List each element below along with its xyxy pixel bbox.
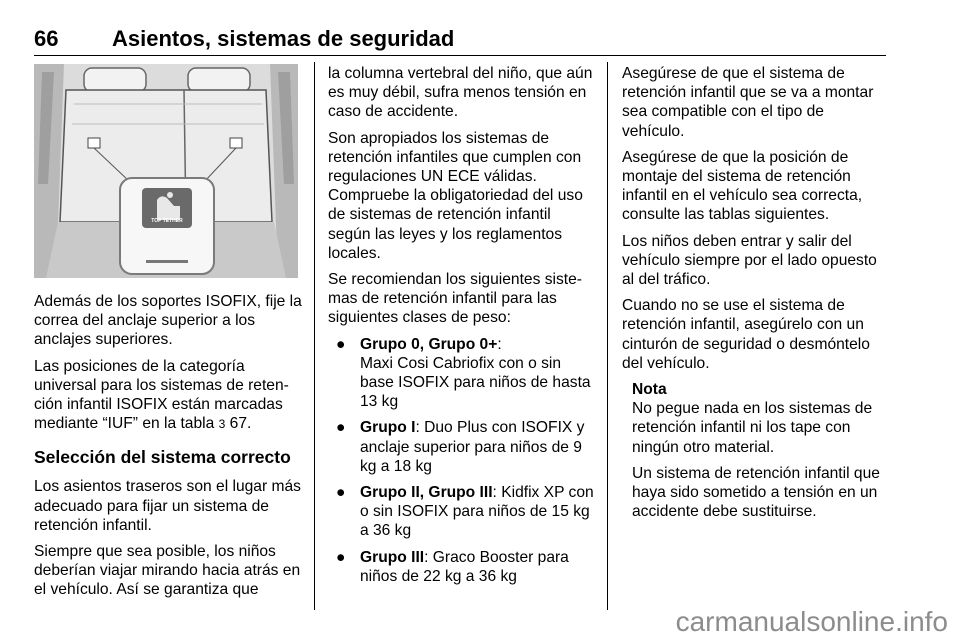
column-divider	[607, 62, 608, 610]
column-divider	[314, 62, 315, 610]
section-heading: Selección del sistema correcto	[34, 447, 291, 468]
paragraph: Son apropiados los sistemas de retención infantiles que cumplen con regulaciones UN ECE válidas. Compruebe la obligatoriedad del uso de sistemas de retención infantil según las leyes y los reglamentos locales.	[328, 129, 583, 262]
list-item: ● Grupo II, Grupo III: Kidfix XP con o sin ISOFIX para niños de 15 kg a 36 kg	[336, 484, 594, 540]
paragraph: Se recomiendan los siguientes sistemas de retención infantil para las siguientes clases de peso:	[328, 271, 582, 327]
note-paragraph: No pegue nada en los sistemas de retención infantil ni los tape con ningún otro material.	[632, 400, 873, 456]
column-2	[328, 64, 594, 593]
paragraph: Cuando no se use el sistema de retención infantil, asegúrelo con un cinturón de seguridad o desmóntelo del vehículo.	[622, 297, 870, 372]
paragraph: la columna vertebral del niño, que aún es muy débil, sufra menos tensión en caso de accidente.	[328, 65, 593, 121]
page-title: Asientos, sistemas de seguridad	[112, 26, 455, 51]
bullet-icon: ●	[336, 484, 346, 502]
bullet-icon: ●	[336, 548, 346, 566]
header-rule	[34, 55, 886, 56]
paragraph: Las posiciones de la categoría universal para los sistemas de retención infantil ISOFIX están marcadas mediante “IUF” en la tabla 3 67.	[34, 357, 289, 433]
note-title: Nota	[632, 381, 667, 399]
page-number: 66	[34, 26, 59, 51]
watermark: carmanualsonline.info	[675, 606, 948, 637]
paragraph: Los niños deben entrar y salir del vehículo siempre por el lado opuesto al del tráfico.	[622, 232, 877, 289]
column-1	[34, 64, 302, 607]
cargo-area-photo	[34, 64, 298, 278]
weight-class-list	[328, 335, 594, 586]
trunk-illustration	[34, 64, 298, 278]
page-reference[interactable]: 67.	[225, 415, 252, 433]
paragraph: Asegúrese de que la posición de montaje del sistema de retención infantil en el vehículo sea correcta, consulte las tablas siguientes.	[622, 148, 863, 224]
bullet-icon: ●	[336, 419, 346, 437]
note-paragraph: Un sistema de retención infantil que haya sido sometido a tensión en un accidente debe sustituirse.	[632, 464, 880, 521]
note-box	[632, 380, 888, 521]
list-item: ● Grupo III: Graco Booster para niños de 22 kg a 36 kg	[336, 548, 569, 585]
paragraph: Siempre que sea posible, los niños deberían viajar mirando hacia atrás en el vehículo. Así se garantiza que	[34, 543, 301, 599]
paragraph: Asegúrese de que el sistema de retención infantil que se va a montar sea compatible con el tipo de vehículo.	[622, 65, 874, 140]
column-3	[622, 64, 888, 528]
page-header	[34, 26, 886, 52]
bullet-icon: ●	[336, 335, 346, 353]
top-tether-badge-label: TOP TETHER	[151, 218, 183, 224]
paragraph: Además de los soportes ISOFIX, fije la correa del anclaje superior a los anclajes superiores.	[34, 293, 302, 349]
list-item: ● Grupo 0, Grupo 0+: Maxi Cosi Cabriofix con o sin base ISOFIX para niños de hasta 13 kg	[336, 335, 591, 411]
reference-arrow-icon: 3	[218, 417, 226, 432]
list-item: ● Grupo I: Duo Plus con ISOFIX y anclaje superior para niños de 9 kg a 18 kg	[336, 419, 585, 475]
paragraph: Los asientos traseros son el lugar más adecuado para fijar un sistema de retención infantil.	[34, 478, 301, 534]
